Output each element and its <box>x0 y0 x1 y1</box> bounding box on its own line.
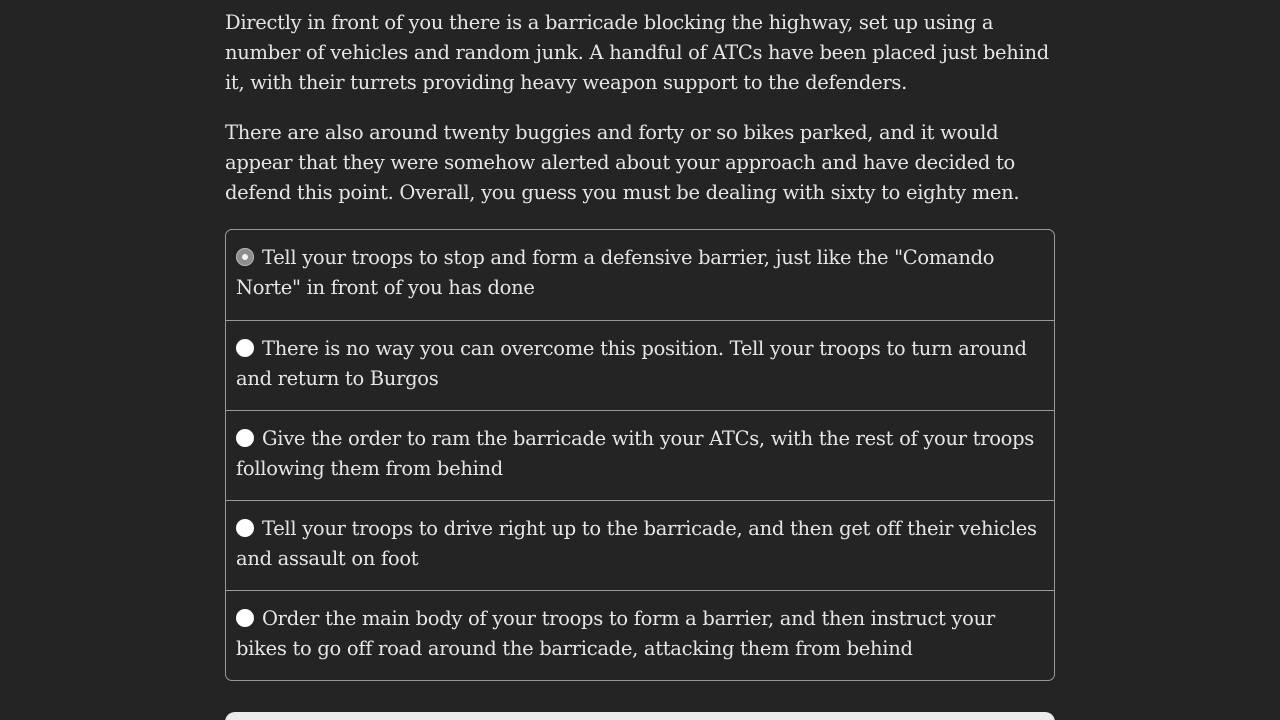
choice-list <box>225 229 1055 681</box>
story-paragraph: Directly in front of you there is a barricade blocking the highway, set up using a number of vehicles and random junk. A handful of ATCs have been placed just behind it, with their turrets providing heavy weapon support to the defenders. <box>225 11 1049 94</box>
radio-selected-icon[interactable] <box>236 248 254 266</box>
next-button[interactable] <box>225 712 1055 720</box>
choice-option-3[interactable] <box>226 410 1054 500</box>
choice-option-2[interactable] <box>226 320 1054 410</box>
story-text <box>225 8 1055 228</box>
radio-icon[interactable] <box>236 429 254 447</box>
choice-label: Tell your troops to drive right up to the barricade, and then get off their vehicles and assault on foot <box>236 517 1037 570</box>
choice-label: Tell your troops to stop and form a defensive barrier, just like the "Comando Norte" in front of you has done <box>236 246 995 299</box>
radio-icon[interactable] <box>236 339 254 357</box>
choice-label: There is no way you can overcome this position. Tell your troops to turn around and return to Burgos <box>236 337 1027 390</box>
choice-option-1[interactable] <box>226 230 1054 320</box>
choice-option-5[interactable] <box>226 590 1054 680</box>
choice-option-4[interactable] <box>226 500 1054 590</box>
story-paragraph: There are also around twenty buggies and forty or so bikes parked, and it would appear that they were somehow alerted about your approach and have decided to defend this point. Overall, you guess you must be dealing with sixty to eighty men. <box>225 121 1020 204</box>
radio-icon[interactable] <box>236 609 254 627</box>
choice-label: Order the main body of your troops to form a barrier, and then instruct your bikes to go off road around the barricade, attacking them from behind <box>236 607 995 660</box>
choice-label: Give the order to ram the barricade with your ATCs, with the rest of your troops following them from behind <box>236 427 1034 480</box>
radio-icon[interactable] <box>236 519 254 537</box>
